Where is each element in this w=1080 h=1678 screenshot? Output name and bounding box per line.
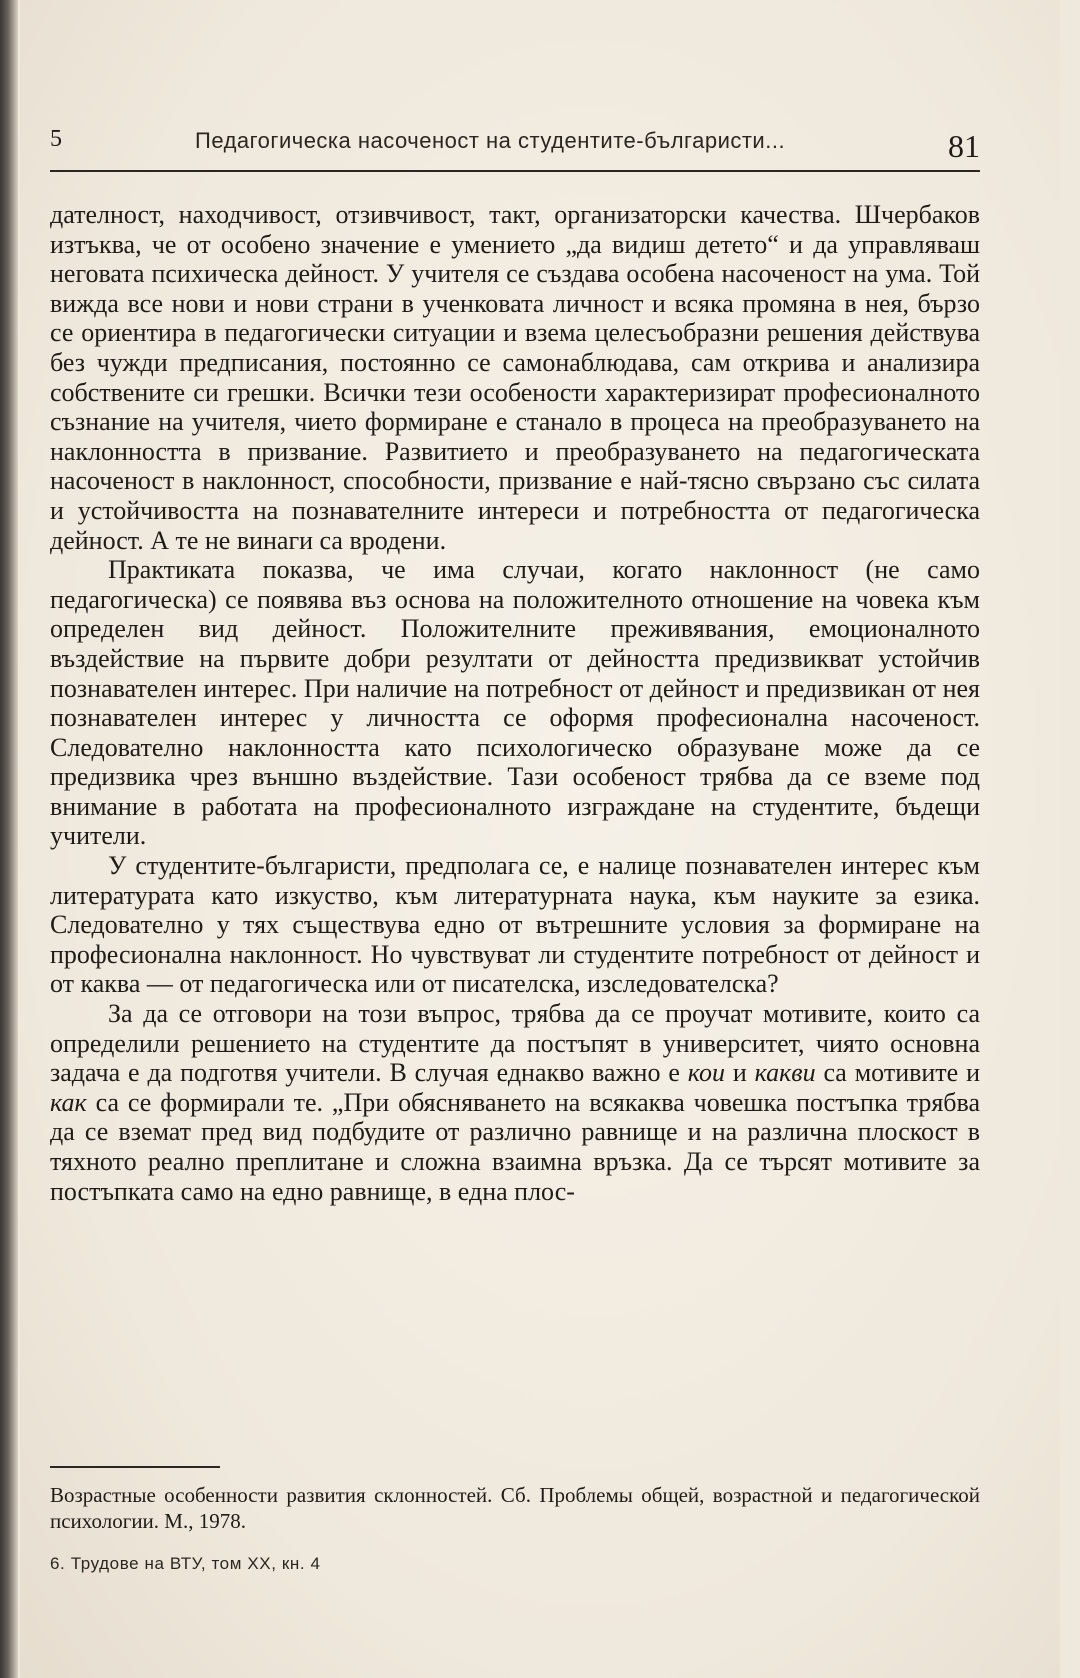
footnote-rule (50, 1466, 220, 1468)
footnote (50, 1482, 980, 1534)
signature-mark: 5 (50, 126, 62, 152)
running-title: Педагогическа насоченост на студентите-българисти... (195, 128, 786, 153)
emphasis-koi: кои (687, 1058, 725, 1088)
paragraph-4-part-c: са мотивите и (815, 1058, 980, 1088)
emphasis-kakvi: какви (754, 1058, 816, 1088)
emphasis-kak: как (50, 1087, 87, 1117)
footnote-text: Возрастные особенности развития склонностей. Сб. Проблемы общей, возрастной и педагогической психологии. М., 1978. (50, 1483, 980, 1533)
document-page (20, 0, 1060, 1678)
imprint-line: 6. Трудове на ВТУ, том XX, кн. 4 (50, 1554, 321, 1573)
paragraph-4-part-b: и (724, 1058, 755, 1088)
paragraph-2: Практиката показва, че има случаи, когато наклонност (не само педагогическа) се появява въз основа на положителното отношение на човека към определен вид дейност. Положителните преживявания, емоционалното въздействие на първите добри резултати от дейността предизвикват устойчив познавателен интерес. При наличие на потребност от дейност и предизвикан от нея познавателен интерес у личността се оформя професионална насоченост. Следователно наклонността като психологическо образуване може да се предизвика чрез външно въздействие. Тази особеност трябва да се вземе под внимание в работата на професионалното изграждане на студентите, бъдещи учители. (50, 555, 980, 851)
paragraph-1: дателност, находчивост, отзивчивост, такт, организаторски качества. Шчербаков изтъква, че от особено значение е умението „да видиш детето“ и да управляваш неговата психическа дейност. У учителя се създава особена насоченост на ума. Той вижда все нови и нови страни в ученковата личност и всяка промяна в нея, бързо се ориентира в педагогически ситуации и взема целесъобразни решения действува без чужди предписания, постоянно се самонаблюдава, сам открива и анализира собствените си грешки. Всички тези особености характеризират професионалното съзнание на учителя, чието формиране е станало в процеса на преобразуването на наклонността в призвание. Развитието и преобразуването на педагогическата насоченост в наклонност, способности, призвание е най-тясно свързано със силата и устойчивостта на познавателните интереси и потребността от педагогическа дейност. А те не винаги са вродени. (50, 200, 980, 555)
page-binding-edge (0, 0, 18, 1678)
paragraph-3: У студентите-българисти, предполага се, е налице познавателен интерес към литературата като изкуство, към литературната наука, към науките за езика. Следователно у тях съществува едно от вътрешните условия за формиране на професионална наклонност. Но чувствуват ли студентите потребност от дейност и от каква — от педагогическа или от писателска, изследователска? (50, 851, 980, 999)
page-header (50, 120, 980, 164)
page-number: 81 (948, 128, 980, 164)
body-text (50, 200, 980, 1206)
paragraph-4-part-d: са се формирали те. „При обясняването на всякаква човешка постъпка трябва да се вземат пред вид подбудите от различно равнище и на различна плоскост в тяхното реално преплитане и сложна взаимна връзка. Да се търсят мотивите за постъпката само на едно равнище, в една плос- (50, 1087, 980, 1206)
paragraph-4-part-a: За да се отговори на този въпрос, трябва да се проучат мотивите, които са определили решението на студентите да постъпят в университет, чиято основна задача е да подготвя учители. В случая еднакво важно е (50, 999, 980, 1088)
paragraph-4 (50, 999, 980, 1206)
header-rule (50, 170, 980, 172)
